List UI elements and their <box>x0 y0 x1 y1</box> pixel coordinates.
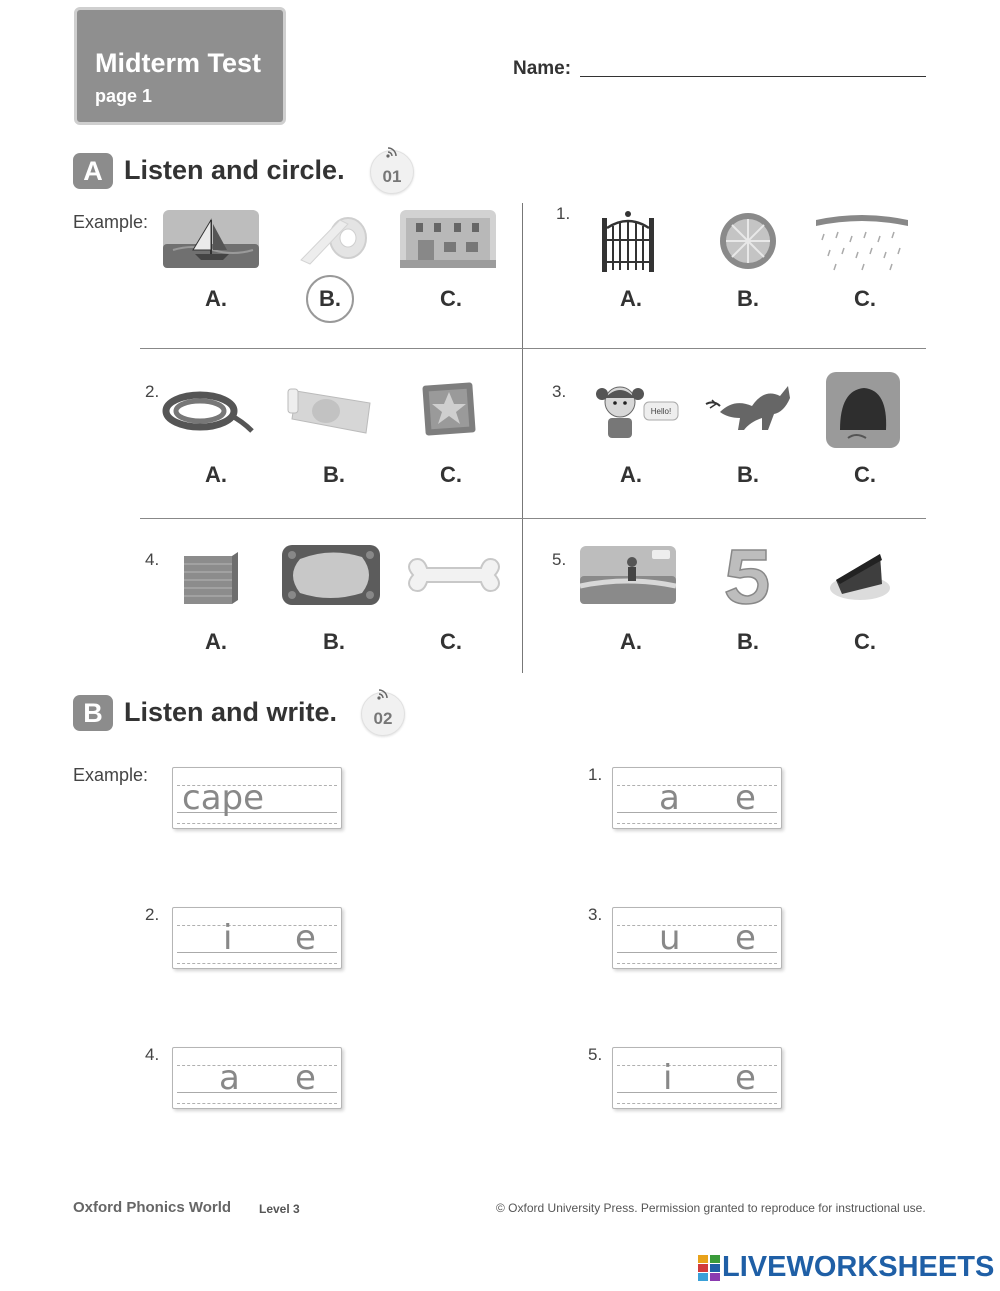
hello-speech-bubble: Hello! <box>650 407 672 416</box>
name-field[interactable] <box>580 76 926 77</box>
write-item-3-number: 3. <box>588 905 603 924</box>
item-5-option-a[interactable]: A. <box>620 629 642 654</box>
section-a-title: Listen and circle. <box>124 155 345 185</box>
rain-icon <box>814 210 910 272</box>
audio-wave-icon <box>385 143 401 159</box>
item-4-option-a[interactable]: A. <box>205 629 227 654</box>
item-3-number: 3. <box>552 382 567 401</box>
book-level: Level 3 <box>259 1202 300 1216</box>
audio-track-01-button[interactable] <box>370 150 414 194</box>
section-b-title: Listen and write. <box>124 697 338 727</box>
letter-2: e <box>295 1058 316 1098</box>
write-item-1-number: 1. <box>588 765 603 784</box>
orange-icon <box>716 210 780 272</box>
write-item-3-box[interactable] <box>612 907 782 969</box>
track-number: 02 <box>373 709 393 728</box>
item-2-option-a[interactable]: A. <box>205 462 227 487</box>
write-item-1-box[interactable] <box>612 767 782 829</box>
letter-2: e <box>735 778 756 818</box>
item-2-number: 2. <box>145 382 160 401</box>
item-1-number: 1. <box>556 204 571 223</box>
option-a[interactable]: A. <box>205 286 227 311</box>
option-b[interactable]: B. <box>319 286 341 311</box>
write-item-2-box[interactable] <box>172 907 342 969</box>
letter-1: a <box>219 1058 240 1098</box>
audio-track-02-button[interactable] <box>361 692 405 736</box>
section-b-badge: B <box>73 695 113 731</box>
brand-name[interactable]: LIVEWORKSHEETS <box>722 1251 995 1283</box>
liveworksheets-logo-icon <box>698 1255 720 1281</box>
guide-line-bottom <box>177 823 337 824</box>
letter-2: e <box>735 918 756 958</box>
letter-1: i <box>223 918 233 958</box>
item-4-number: 4. <box>145 550 160 569</box>
section-a-badge: A <box>73 153 113 189</box>
item-3-option-c[interactable]: C. <box>854 462 876 487</box>
letter-2: e <box>295 918 316 958</box>
grid-divider-row-2 <box>140 518 926 519</box>
name-label: Name: <box>513 58 572 79</box>
item-1-option-b[interactable]: B. <box>737 286 759 311</box>
item-3-option-a[interactable]: A. <box>620 462 642 487</box>
write-item-5-box[interactable] <box>612 1047 782 1109</box>
grid-divider-row-1 <box>140 348 926 349</box>
write-item-4-box[interactable] <box>172 1047 342 1109</box>
girl-hello-icon <box>594 378 680 440</box>
letter-1: a <box>659 778 680 818</box>
cube-icon <box>180 548 240 608</box>
tile-icon <box>420 380 478 438</box>
copyright-notice: © Oxford University Press. Permission granted to reproduce for instructional use. <box>496 1201 926 1215</box>
dragon-icon <box>704 378 802 440</box>
tube-icon <box>286 385 380 439</box>
item-1-option-c[interactable]: C. <box>854 286 876 311</box>
letter-2: e <box>735 1058 756 1098</box>
building-icon <box>400 210 496 268</box>
item-3-option-b[interactable]: B. <box>737 462 759 487</box>
cave-icon <box>826 372 900 448</box>
cake-slice-icon <box>826 546 892 606</box>
page-subtitle: page 1 <box>95 86 153 106</box>
letter-1: u <box>659 918 681 958</box>
write-item-2-number: 2. <box>145 905 160 924</box>
audio-wave-icon <box>376 685 392 701</box>
option-c[interactable]: C. <box>440 286 462 311</box>
rope-icon <box>160 385 260 437</box>
example-word: cape <box>182 778 265 818</box>
item-2-option-b[interactable]: B. <box>323 462 345 487</box>
item-1-option-a[interactable]: A. <box>620 286 642 311</box>
write-item-5-number: 5. <box>588 1045 603 1064</box>
bone-icon <box>405 550 503 600</box>
track-number: 01 <box>382 167 402 186</box>
item-2-option-c[interactable]: C. <box>440 462 462 487</box>
item-4-option-b[interactable]: B. <box>323 629 345 654</box>
sailboat-icon <box>163 210 259 268</box>
item-5-option-b[interactable]: B. <box>737 629 759 654</box>
book-title: Oxford Phonics World <box>73 1199 232 1216</box>
write-item-4-number: 4. <box>145 1045 160 1064</box>
example-writing-box <box>172 767 342 829</box>
item-5-number: 5. <box>552 550 567 569</box>
gate-icon <box>600 210 656 272</box>
example-label: Example: <box>73 212 149 232</box>
item-4-option-c[interactable]: C. <box>440 629 462 654</box>
example-label-b: Example: <box>73 765 149 785</box>
tape-icon <box>296 210 372 268</box>
item-5-option-c[interactable]: C. <box>854 629 876 654</box>
page-title: Midterm Test <box>95 48 262 78</box>
number-five-icon <box>720 546 776 606</box>
woman-lane-icon <box>580 546 676 604</box>
pond-icon <box>282 545 380 605</box>
grid-divider-vertical <box>522 203 523 673</box>
letter-1: i <box>663 1058 673 1098</box>
